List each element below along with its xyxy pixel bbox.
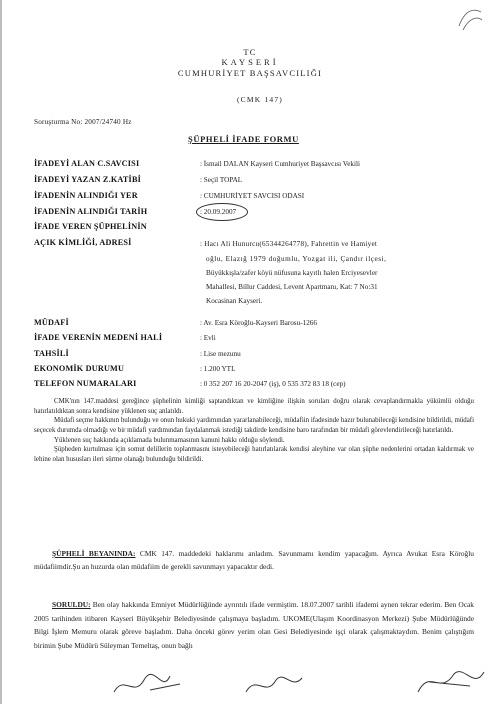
address-line: Büyükkışla/zafer köyü nüfusuna kayıtlı halen Erciyesevler	[206, 269, 378, 277]
field-label: TAHSİLİ	[34, 349, 69, 358]
field-label: AÇIK KİMLİĞİ, ADRESİ	[34, 238, 132, 247]
address-line: Mahallesi, Billur Caddesi, Levent Apartmanı, Kat: 7 No:31	[206, 283, 378, 291]
form-title: ŞÜPHELİ İFADE FORMU	[188, 134, 299, 144]
header-city: KAYSERİ	[221, 57, 279, 67]
statement-block	[34, 548, 474, 574]
header-office: CUMHURİYET BAŞSAVCILIĞI	[177, 68, 323, 78]
field-label: İFADEYİ ALAN C.SAVCISI	[34, 159, 140, 168]
address-line: Kocasinan Kayseri.	[206, 297, 263, 305]
rights-text: Müdafi seçme hakkının bulunduğu ve onun hukuki yardımından yararlanabileceği, müdafiin ifadesinde hazır bulunabileceği kendisine bildirildi, müdafi seçecek durumda olmadığı ve bir müdafi yardımından faydalanmak istediği takdirde kendisine baro tarafından bir müdafi görevlendirileceği hatırlatıldı.	[34, 417, 474, 434]
scan-edge	[0, 0, 2, 704]
field-value: : CUMHURİYET SAVCISI ODASI	[200, 192, 305, 200]
rights-text: CMK'nın 147.maddesi gereğince şüphelinin kimliği saptandıktan ve kimliğine ilişkin soruları doğru olarak cevaplandırmakla yükümlü olduğu hatırlatıldıktan sonra kendisine yüklenen suç anlatıldı.	[34, 398, 474, 415]
field-value: : Evli	[200, 334, 216, 342]
field-value: : Seçil TOPAL	[200, 176, 243, 184]
signature-mark	[410, 664, 490, 700]
header-tc: TC	[243, 47, 257, 57]
field-value: : Hacı Ali Hunurcu(65344264778), Fahrettin ve Hamiyet	[200, 240, 378, 248]
date-circle-mark	[196, 203, 248, 221]
field-value: : 0 352 207 16 20-2047 (iş), 0 535 372 83 18 (cep)	[200, 380, 346, 388]
field-value: : İsmail DALAN Kayseri Cumhuriyet Başsavcısı Vekili	[200, 160, 360, 168]
rights-text: Şüpheden kurtulması için somut delillerin toplanmasını isteyebileceği hatırlatılarak kendisi aleyhine var olan şüphe nedenlerini ortadan kaldırmak ve lehine olan hususları ileri sürme olanağı bulunduğu bildirildi.	[34, 446, 474, 463]
signature-mark	[110, 670, 190, 700]
question-block	[34, 598, 474, 653]
address-line: oğlu, Elazığ 1979 doğumlu, Yozgat ili, Çandır ilçesi,	[206, 255, 387, 263]
rights-text: Yüklenen suç hakkında açıklamada bulunmamasının kanuni hakkı olduğu söylendi.	[54, 436, 285, 444]
field-value: : Lise mezunu	[200, 350, 241, 358]
field-label: EKONOMİK DURUMU	[34, 364, 125, 373]
field-value: : 20.09.2007	[200, 208, 237, 216]
signature-mark	[240, 668, 310, 700]
file-number: Soruşturma No: 2007/24740 Hz	[34, 118, 132, 126]
field-label: İFADE VERENİN MEDENİ HALİ	[34, 333, 163, 342]
question-text: Ben olay hakkında Emniyet Müdürlüğünde ayrıntılı ifade vermiştim. 18.07.2007 tarihli ifademi aynen tekrar ederim. Ben Ocak 2005 tarihinden itibaren Kayseri Büyükşehir Belediyesinde çalışmaya başladım. UKOME(Ulaşım Koordinasyon Merkezi) Şube Müdürlüğünde Bilgi İşlem Memuru olarak göreve başladım. Daha önceki görev yerim olan Gesi Belediyesinde işçi olarak çalışmaktaydım. Benim çalıştığım birimin Şube Müdürü Süleyman Temeltaş, onun bağlı	[34, 600, 474, 651]
field-label: İFADEYİ YAZAN Z.KATİBİ	[34, 175, 141, 184]
rights-paragraph	[34, 397, 474, 465]
field-label: İFADE VEREN ŞÜPHELİNİN	[34, 222, 147, 231]
scribble-mark	[455, 4, 485, 34]
question-label: SORULDU:	[52, 600, 91, 609]
statement-text: CMK 147. maddedeki haklarımı anladım. Savunmamı kendim yapacağım. Ayrıca Avukat Esra Köroğlu müdafiimdir.Şu an huzurda olan müdafiim de gerekli savunmayı yapacaktır dedi.	[34, 549, 474, 571]
field-label: TELEFON NUMARALARI	[34, 379, 137, 388]
field-value: : Av. Esra Köroğlu-Kayseri Barosu-1266	[200, 319, 317, 327]
field-label: MÜDAFİ	[34, 318, 69, 327]
field-label: İFADENİN ALINDIĞI TARİH	[34, 207, 148, 216]
statement-label: ŞÜPHELİ BEYANINDA:	[52, 549, 136, 558]
field-label: İFADENİN ALINDIĞI YER	[34, 191, 138, 200]
field-value: : 1.200 YTL	[200, 365, 236, 373]
header-cmk: (CMK 147)	[236, 95, 283, 104]
